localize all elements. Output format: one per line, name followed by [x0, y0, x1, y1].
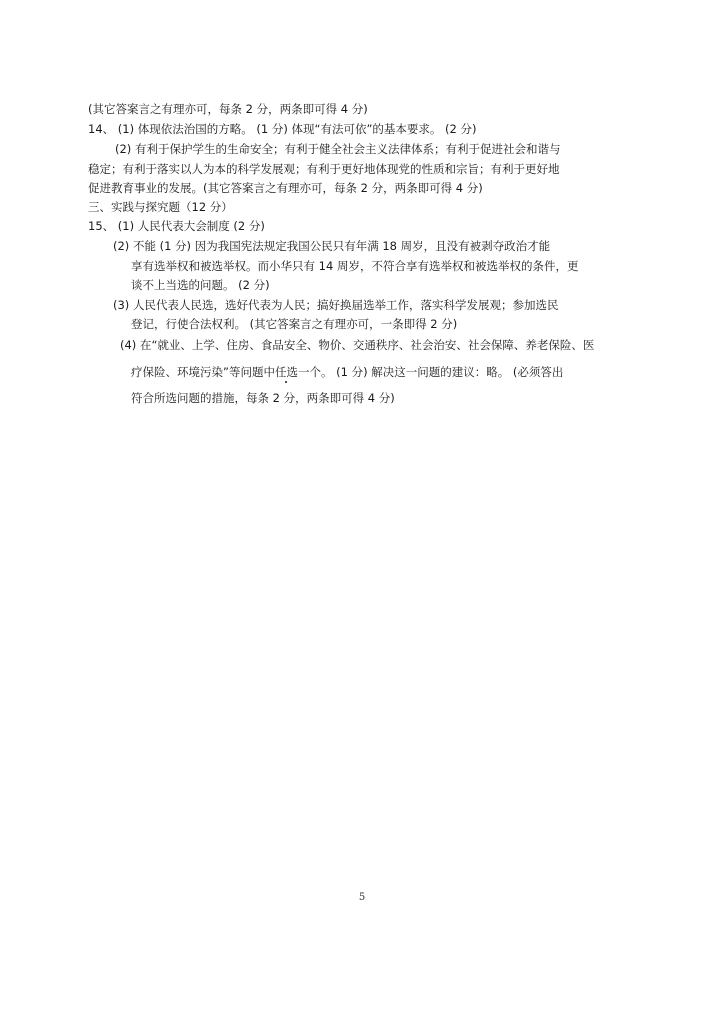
q15-part4-line3: 符合所选问题的措施，每条 2 分，两条即可得 4 分)	[131, 391, 395, 405]
q15-part3-line1: (3) 人民代表人民选，选好代表为人民；搞好换届选举工作，落实科学发展观；参加选民	[113, 298, 559, 312]
q14-part2-line2: 稳定；有利于落实以人为本的科学发展观；有利于更好地体现党的性质和宗旨；有利于更好地	[88, 162, 560, 176]
q15-part4-line1: (4) 在“就业、上学、住房、食品安全、物价、交通秩序、社会治安、社会保障、养老保险、医	[120, 338, 595, 352]
q14-part1: 14、 (1) 体现依法治国的方略。 (1 分) 体现“有法可依”的基本要求。 (2 分)	[88, 122, 477, 136]
q15-part4-line2-pre: 疗保险、环境污染”等问题中	[131, 365, 275, 379]
q15-part2-line1: (2) 不能 (1 分) 因为我国宪法规定我国公民只有年满 18 周岁，且没有被剥夺政治才能	[113, 239, 551, 253]
page-number: 5	[358, 892, 366, 903]
q14-part2-line1: (2) 有利于保护学生的生命安全；有利于健全社会主义法律体系；有利于促进社会和谐与	[115, 142, 561, 156]
q15-part3-line2: 登记，行使合法权利。 (其它答案言之有理亦可，一条即得 2 分)	[131, 317, 458, 331]
q14-part2-line3: 促进教育事业的发展。(其它答案言之有理亦可，每条 2 分，两条即可得 4 分)	[88, 181, 483, 195]
emphasized-text: 任选	[274, 365, 298, 379]
q15-part1: 15、 (1) 人民代表大会制度 (2 分)	[88, 219, 265, 233]
answer-note: (其它答案言之有理亦可，每条 2 分，两条即可得 4 分)	[88, 102, 368, 116]
q15-part2-line3: 谈不上当选的问题。 (2 分)	[131, 278, 270, 292]
q15-part2-line2: 享有选举权和被选举权。而小华只有 14 周岁，不符合享有选举权和被选举权的条件，更	[131, 259, 579, 273]
q15-part4-line2-post: 一个。 (1 分) 解决这一问题的建议：略。 (必须答出	[297, 365, 564, 379]
section-heading: 三、实践与探究题（12 分）	[88, 200, 233, 214]
q15-part4-line2	[131, 364, 563, 380]
